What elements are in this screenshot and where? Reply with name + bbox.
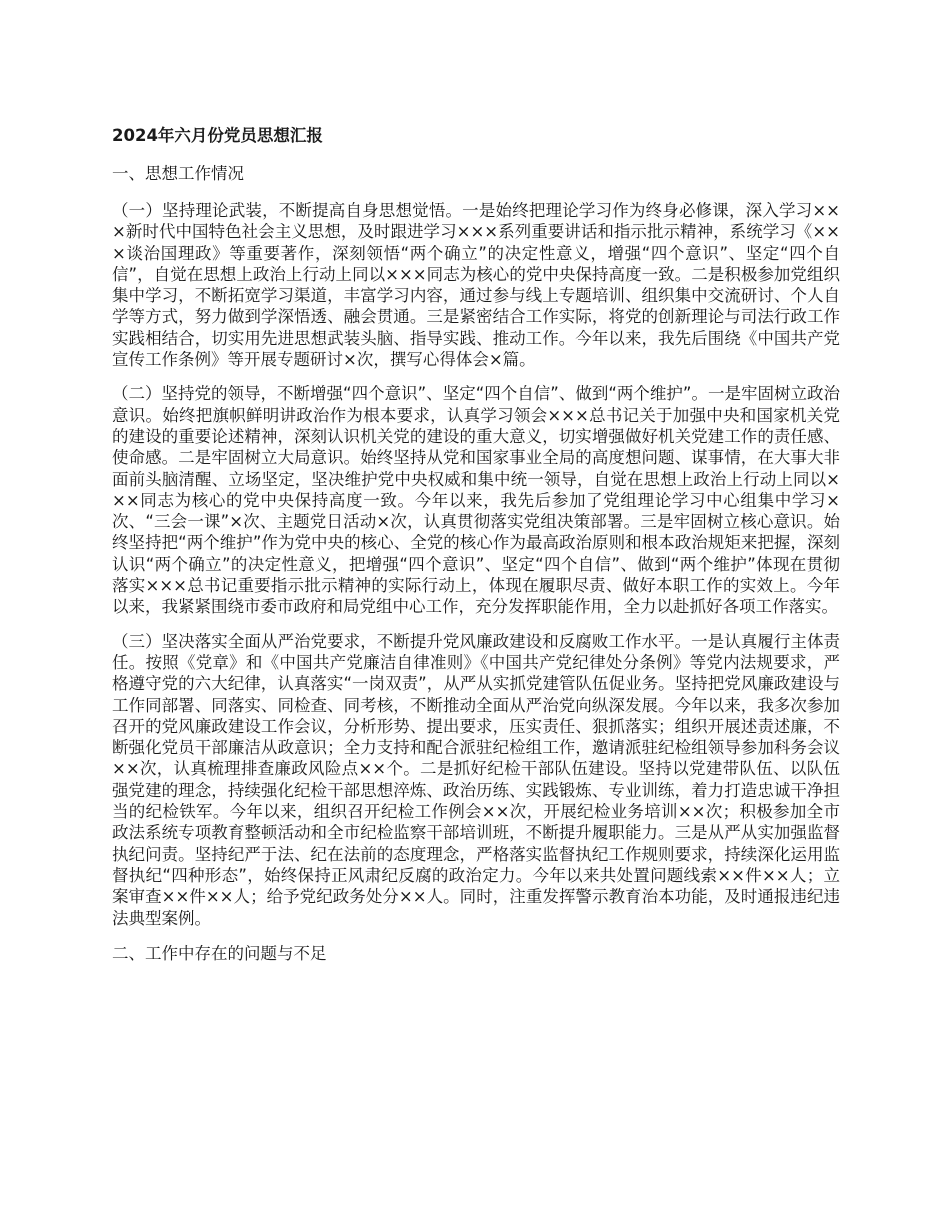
paragraph-1: （一）坚持理论武装，不断提高自身思想觉悟。一是始终把理论学习作为终身必修课，深入学习×××新时代中国特色社会主义思想，及时跟进学习×××系列重要讲话和指示批示精神，系统学习《×××谈治国理政》等重要著作，深刻领悟“两个确立”的决定性意义，增强“四个意识”、坚定“四个自信”，自觉在思想上政治上行动上同以×××同志为核心的党中央保持高度一致。二是积极参加党组织集中学习，不断拓宽学习渠道，丰富学习内容，通过参与线上专题培训、组织集中交流研讨、个人自学等方式，努力做到学深悟透、融会贯通。三是紧密结合工作实际，将党的创新理论与司法行政工作实践相结合，切实用先进思想武装头脑、指导实践、推动工作。今年以来，我先后围绕《中国共产党宣传工作条例》等开展专题研讨×次，撰写心得体会×篇。 <box>112 201 840 370</box>
section-heading-2: 二、工作中存在的问题与不足 <box>112 943 327 963</box>
document-page <box>112 124 840 980</box>
document-title: 2024年六月份党员思想汇报 <box>112 126 323 145</box>
paragraph-2: （二）坚持党的领导，不断增强“四个意识”、坚定“四个自信”、做到“两个维护”。一是牢固树立政治意识。始终把旗帜鲜明讲政治作为根本要求，认真学习领会×××总书记关于加强中央和国家机关党的建设的重要论述精神，深刻认识机关党的建设的重大意义，切实增强做好机关党建工作的责任感、使命感。二是牢固树立大局意识。始终坚持从党和国家事业全局的高度想问题、谋事情，在大事大非面前头脑清醒、立场坚定，坚决维护党中央权威和集中统一领导，自觉在思想上政治上行动上同以×××同志为核心的党中央保持高度一致。今年以来，我先后参加了党组理论学习中心组集中学习×次、“三会一课”×次、主题党日活动×次，认真贯彻落实党组决策部署。三是牢固树立核心意识。始终坚持把“两个维护”作为党中央的核心、全党的核心作为最高政治原则和根本政治规矩来把握，深刻认识“两个确立”的决定性意义，把增强“四个意识”、坚定“四个自信”、做到“两个维护”体现在贯彻落实×××总书记重要指示批示精神的实际行动上，体现在履职尽责、做好本职工作的实效上。今年以来，我紧紧围绕市委市政府和局党组中心工作，充分发挥职能作用，全力以赴抓好各项工作落实。 <box>112 384 840 617</box>
section-heading-1: 一、思想工作情况 <box>112 164 244 183</box>
paragraph-3: （三）坚决落实全面从严治党要求，不断提升党风廉政建设和反腐败工作水平。一是认真履行主体责任。按照《党章》和《中国共产党廉洁自律准则》《中国共产党纪律处分条例》等党内法规要求，严格遵守党的六大纪律，认真落实“一岗双责”，从严从实抓党建管队伍促业务。坚持把党风廉政建设与工作同部署、同落实、同检查、同考核，不断推动全面从严治党向纵深发展。今年以来，我多次参加召开的党风廉政建设工作会议，分析形势、提出要求，压实责任、狠抓落实；组织开展述责述廉，不断强化党员干部廉洁从政意识；全力支持和配合派驻纪检组工作，邀请派驻纪检组领导参加科务会议××次，认真梳理排查廉政风险点××个。二是抓好纪检干部队伍建设。坚持以党建带队伍、以队伍强党建的理念，持续强化纪检干部思想淬炼、政治历练、实践锻炼、专业训练，着力打造忠诚干净担当的纪检铁军。今年以来，组织召开纪检工作例会××次，开展纪检业务培训××次；积极参加全市政法系统专项教育整顿活动和全市纪检监察干部培训班，不断提升履职能力。三是从严从实加强监督执纪问责。坚持纪严于法、纪在法前的态度理念，严格落实监督执纪工作规则要求，持续深化运用监督执纪“四种形态”，始终保持正风肃纪反腐的政治定力。今年以来共处置问题线索××件××人；立案审查××件××人；给予党纪政务处分××人。同时，注重发挥警示教育治本功能，及时通报违纪违法典型案例。 <box>112 631 840 928</box>
